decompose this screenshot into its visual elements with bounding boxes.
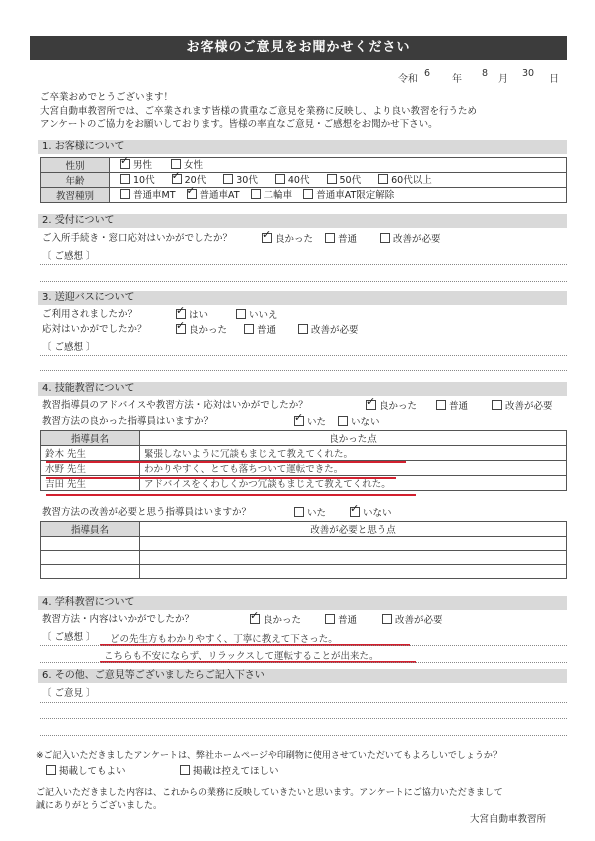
form-title: お客様のご意見をお聞かせください bbox=[30, 36, 567, 60]
checkbox-checked-icon[interactable] bbox=[187, 189, 197, 199]
comment-line[interactable] bbox=[40, 702, 567, 703]
classroom-improve-option[interactable]: 改善が必要 bbox=[382, 614, 443, 627]
driving-improve-option[interactable]: 改善が必要 bbox=[492, 400, 553, 413]
instructor-name[interactable]: 鈴木 先生 bbox=[41, 446, 140, 461]
bus-used-yes-option[interactable]: ✓ はい bbox=[176, 309, 208, 322]
section-3-header: 3. 送迎バスについて bbox=[38, 291, 567, 305]
checkbox-icon[interactable] bbox=[223, 174, 233, 184]
table-row bbox=[41, 537, 567, 551]
date-month-unit: 月 bbox=[498, 74, 508, 85]
date-day-unit: 日 bbox=[549, 74, 559, 85]
checkbox-icon[interactable] bbox=[120, 189, 130, 199]
instructor-comment[interactable] bbox=[140, 537, 567, 551]
instructor-name[interactable]: 吉田 先生 bbox=[41, 476, 140, 491]
section-2-header: 2. 受付について bbox=[38, 214, 567, 228]
bus-normal-option[interactable]: 普通 bbox=[244, 324, 276, 337]
improve-instructor-no-option[interactable]: ✓ いない bbox=[350, 507, 392, 520]
comment-line[interactable] bbox=[40, 370, 567, 371]
thanks-line-1: ご記入いただきました内容は、これからの業務に反映していきたいと思います。アンケートにご協力いただきまして bbox=[36, 788, 503, 798]
instructor-name[interactable] bbox=[41, 551, 140, 565]
red-underline bbox=[46, 477, 396, 479]
gender-male-option[interactable]: ✓ 男性 bbox=[120, 160, 152, 171]
reception-good-option[interactable]: ✓ 良かった bbox=[262, 233, 313, 246]
table-head-name: 指導員名 bbox=[41, 522, 140, 537]
instructor-name[interactable]: 水野 先生 bbox=[41, 461, 140, 476]
opinion-comment-label: 〔 ご意見 〕 bbox=[42, 688, 96, 699]
classroom-good-option[interactable]: ✓ 良かった bbox=[250, 614, 301, 627]
date-year-unit: 年 bbox=[452, 74, 462, 85]
intro-line-2: 大宮自動車教習所では、ご卒業されます皆様の貴重なご意見を業務に反映し、より良い教習を行うため bbox=[40, 106, 478, 117]
checkbox-checked-icon[interactable] bbox=[120, 159, 130, 169]
type-motorcycle-option[interactable]: 二輪車 bbox=[251, 190, 293, 201]
age-30s-option[interactable]: 30代 bbox=[223, 175, 258, 186]
checkbox-icon[interactable] bbox=[382, 614, 392, 624]
checkbox-icon[interactable] bbox=[236, 309, 246, 319]
comment-line[interactable] bbox=[40, 662, 567, 663]
comment-line[interactable] bbox=[40, 281, 567, 282]
checkbox-checked-icon[interactable] bbox=[350, 507, 360, 517]
red-underline bbox=[46, 494, 416, 496]
table-row bbox=[41, 551, 567, 565]
comment-line[interactable] bbox=[40, 645, 567, 646]
course-type-options bbox=[110, 188, 567, 203]
instructor-comment[interactable] bbox=[140, 565, 567, 579]
checkbox-icon[interactable] bbox=[378, 174, 388, 184]
intro-line-1: ご卒業おめでとうございます！ bbox=[40, 92, 174, 103]
comment-line[interactable] bbox=[40, 735, 567, 736]
course-type-label: 教習種別 bbox=[41, 188, 110, 203]
checkbox-icon[interactable] bbox=[180, 765, 190, 775]
classroom-comment-line-1[interactable]: どの先生方もわかりやすく、丁寧に教えて下さった。 bbox=[110, 634, 338, 645]
comment-line[interactable] bbox=[40, 264, 567, 265]
publish-question: ※ご記入いただきましたアンケートは、弊社ホームページや印刷物に使用させていただいてもよろしいでしょうか？ bbox=[36, 751, 502, 761]
checkbox-checked-icon[interactable] bbox=[262, 233, 272, 243]
checkbox-icon[interactable] bbox=[325, 233, 335, 243]
type-mt-option[interactable]: 普通車MT bbox=[120, 190, 176, 201]
checkbox-icon[interactable] bbox=[303, 189, 313, 199]
checkbox-icon[interactable] bbox=[436, 400, 446, 410]
comment-line[interactable] bbox=[40, 718, 567, 719]
good-instructor-question: 教習方法の良かった指導員はいますか？ bbox=[42, 416, 214, 427]
table-head-point: 改善が必要と思う点 bbox=[140, 522, 567, 537]
checkbox-icon[interactable] bbox=[325, 614, 335, 624]
age-50s-option[interactable]: 50代 bbox=[327, 175, 362, 186]
reception-normal-option[interactable]: 普通 bbox=[325, 233, 357, 246]
bus-good-option[interactable]: ✓ 良かった bbox=[176, 324, 227, 337]
age-60s-option[interactable]: 60代以上 bbox=[378, 175, 432, 186]
type-at-option[interactable]: ✓ 普通車AT bbox=[187, 190, 240, 201]
table-row bbox=[41, 446, 567, 461]
age-10s-option[interactable]: 10代 bbox=[120, 175, 155, 186]
red-underline bbox=[46, 461, 406, 463]
date-year[interactable]: 6 bbox=[424, 68, 431, 79]
driving-normal-option[interactable]: 普通 bbox=[436, 400, 468, 413]
checkbox-checked-icon[interactable] bbox=[176, 324, 186, 334]
checkbox-checked-icon[interactable] bbox=[172, 174, 182, 184]
reception-improve-option[interactable]: 改善が必要 bbox=[380, 233, 441, 246]
table-row bbox=[41, 565, 567, 579]
checkbox-checked-icon[interactable] bbox=[250, 614, 260, 624]
good-instructor-yes-option[interactable]: ✓ いた bbox=[294, 416, 326, 429]
classroom-question: 教習方法・内容はいかがでしたか？ bbox=[42, 614, 195, 625]
checkbox-icon[interactable] bbox=[46, 765, 56, 775]
thanks-line-2: 誠にありがとうございました。 bbox=[36, 801, 163, 811]
gender-label: 性別 bbox=[41, 158, 110, 173]
checkbox-icon[interactable] bbox=[120, 174, 130, 184]
table-head-point: 良かった点 bbox=[140, 431, 567, 446]
age-label: 年齢 bbox=[41, 173, 110, 188]
date-era: 令和 bbox=[398, 74, 418, 85]
bus-used-no-option[interactable]: いいえ bbox=[236, 309, 278, 322]
section-6-header: 6. その他、ご意見等ございましたらご記入下さい bbox=[38, 669, 567, 683]
section-1-header: 1. お客様について bbox=[38, 140, 567, 154]
checkbox-icon[interactable] bbox=[298, 324, 308, 334]
instructor-comment[interactable]: アドバイスをくわしくかつ冗談もまじえて教えてくれた。 bbox=[140, 476, 567, 491]
bus-service-question: 応対はいかがでしたか？ bbox=[42, 324, 147, 335]
reception-comment-label: 〔 ご感想 〕 bbox=[42, 251, 96, 262]
instructor-comment[interactable]: わかりやすく、とても落ちついて運転できた。 bbox=[140, 461, 567, 476]
checkbox-icon[interactable] bbox=[294, 507, 304, 517]
table-head-name: 指導員名 bbox=[41, 431, 140, 446]
checkbox-icon[interactable] bbox=[171, 159, 181, 169]
instructor-name[interactable] bbox=[41, 537, 140, 551]
checkbox-icon[interactable] bbox=[338, 416, 348, 426]
reception-question: ご入所手続き・窓口応対はいかがでしたか？ bbox=[42, 233, 233, 244]
checkbox-checked-icon[interactable] bbox=[294, 416, 304, 426]
improve-instructor-table bbox=[40, 521, 567, 579]
checkbox-icon[interactable] bbox=[327, 174, 337, 184]
intro-line-3: アンケートのご協力をお願いしております。皆様の率直なご意見・ご感想をお聞かせ下さい。 bbox=[40, 119, 438, 130]
section-5-header: 4. 学科教習について bbox=[38, 596, 567, 610]
age-40s-option[interactable]: 40代 bbox=[275, 175, 310, 186]
organization-name: 大宮自動車教習所 bbox=[470, 814, 547, 825]
instructor-comment[interactable] bbox=[140, 551, 567, 565]
classroom-comment-line-2[interactable]: こちらも不安にならず、リラックスして運転することが出来た。 bbox=[104, 651, 379, 662]
bus-used-question: ご利用されましたか？ bbox=[42, 309, 138, 320]
customer-table bbox=[40, 157, 567, 203]
age-options bbox=[110, 173, 567, 188]
classroom-comment-label: 〔 ご感想 〕 bbox=[42, 632, 96, 643]
checkbox-checked-icon[interactable] bbox=[176, 309, 186, 319]
checkbox-icon[interactable] bbox=[492, 400, 502, 410]
date-day[interactable]: 30 bbox=[522, 68, 535, 79]
improve-instructor-yes-option[interactable]: いた bbox=[294, 507, 326, 520]
section-4-header: 4. 技能教習について bbox=[38, 382, 567, 396]
checkbox-icon[interactable] bbox=[244, 324, 254, 334]
classroom-normal-option[interactable]: 普通 bbox=[325, 614, 357, 627]
checkbox-icon[interactable] bbox=[251, 189, 261, 199]
publish-ok-option[interactable]: 掲載してもよい bbox=[46, 765, 126, 778]
publish-no-option[interactable]: 掲載は控えてほしい bbox=[180, 765, 279, 778]
instructor-name[interactable] bbox=[41, 565, 140, 579]
type-at-limit-option[interactable]: 普通車AT限定解除 bbox=[303, 190, 394, 201]
driving-method-question: 教習指導員のアドバイスや教習方法・応対はいかがでしたか？ bbox=[42, 400, 308, 411]
instructor-comment[interactable]: 緊張しないように冗談もまじえて教えてくれた。 bbox=[140, 446, 567, 461]
improve-instructor-question: 教習方法の改善が必要と思う指導員はいますか？ bbox=[42, 507, 252, 518]
checkbox-icon[interactable] bbox=[380, 233, 390, 243]
age-20s-option[interactable]: ✓ 20代 bbox=[172, 175, 207, 186]
checkbox-icon[interactable] bbox=[275, 174, 285, 184]
checkbox-checked-icon[interactable] bbox=[366, 400, 376, 410]
bus-improve-option[interactable]: 改善が必要 bbox=[298, 324, 359, 337]
date-month[interactable]: 8 bbox=[482, 68, 489, 79]
comment-line[interactable] bbox=[40, 355, 567, 356]
gender-female-option[interactable]: 女性 bbox=[171, 160, 203, 171]
bus-comment-label: 〔 ご感想 〕 bbox=[42, 342, 96, 353]
good-instructor-no-option[interactable]: いない bbox=[338, 416, 380, 429]
driving-good-option[interactable]: ✓ 良かった bbox=[366, 400, 417, 413]
